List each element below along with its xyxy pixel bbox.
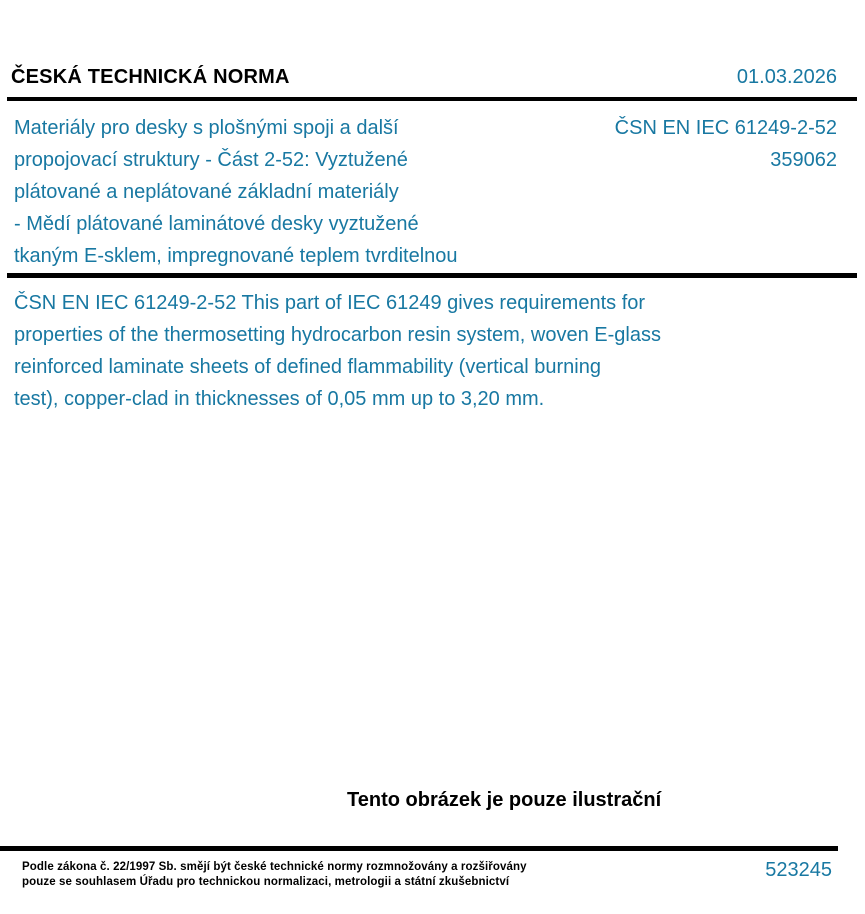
standard-title-block (14, 112, 837, 272)
abstract-line: ČSN EN IEC 61249-2-52 This part of IEC 61249 gives requirements for (14, 292, 646, 314)
standard-title (14, 112, 458, 272)
standard-title-line: Materiály pro desky s plošnými spoji a další (14, 117, 399, 139)
standard-title-line: tkaným E-sklem, impregnované teplem tvrditelnou (14, 245, 458, 267)
standard-title-line: plátované a neplátované základní materiály (14, 181, 399, 203)
approval-date: 01.03.2026 (736, 66, 837, 88)
abstract-line: test), copper-clad in thicknesses of 0,05 mm up to 3,20 mm. (14, 388, 545, 410)
title-divider (7, 273, 857, 278)
standard-abstract (14, 287, 837, 415)
illustration-note: Tento obrázek je pouze ilustrační (347, 789, 662, 811)
catalog-number: 359062 (770, 149, 837, 171)
footer-divider (0, 846, 838, 851)
header-divider (7, 97, 857, 101)
standard-identifiers (615, 112, 837, 272)
abstract-line: reinforced laminate sheets of defined flammability (vertical burning (14, 356, 601, 378)
page-header (11, 66, 837, 89)
standard-title-line: - Mědí plátované laminátové desky vyztužené (14, 213, 419, 235)
order-number: 523245 (765, 859, 832, 881)
footer-legal-notice (22, 860, 527, 890)
abstract-line: properties of the thermosetting hydrocarbon resin system, woven E-glass (14, 324, 661, 346)
footer-legal-line: Podle zákona č. 22/1997 Sb. smějí být české technické normy rozmnožovány a rozšiřovány (22, 861, 527, 873)
footer-legal-line: pouze se souhlasem Úřadu pro technickou normalizaci, metrologii a státní zkušebnictví (22, 876, 510, 888)
page-title: ČESKÁ TECHNICKÁ NORMA (11, 66, 290, 88)
standard-number: ČSN EN IEC 61249-2-52 (614, 117, 837, 139)
standard-title-line: propojovací struktury - Část 2-52: Vyztužené (14, 149, 408, 171)
